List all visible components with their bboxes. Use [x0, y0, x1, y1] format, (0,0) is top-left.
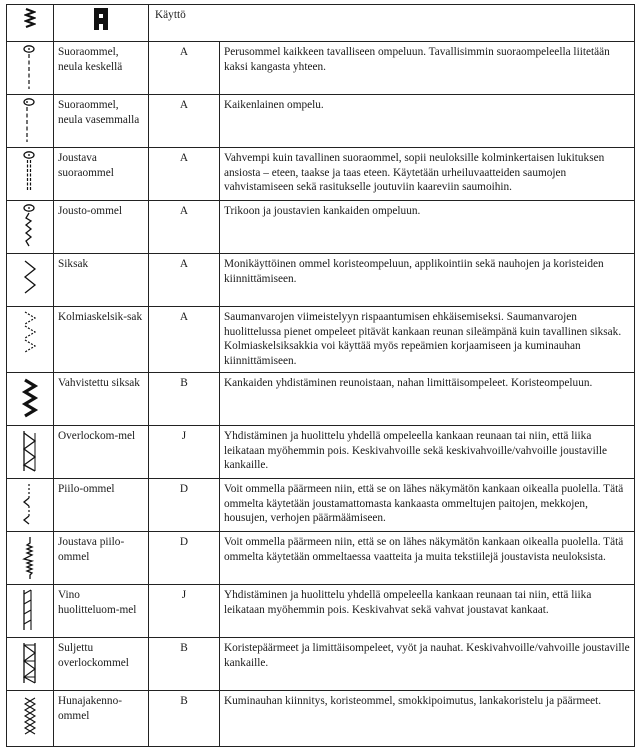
presser-foot-letter: B: [149, 637, 220, 690]
stitch-use-description: Kuminauhan kiinnitys, koristeommel, smokkipoimutus, lankakoristelu ja päärmeet.: [220, 690, 635, 746]
table-row: [7, 307, 635, 373]
stitch-name: Joustava piilo-ommel: [54, 531, 149, 584]
honeycomb-stitch-icon: [21, 694, 39, 740]
table-row: [7, 425, 635, 478]
stitch-icon-cell: [7, 254, 54, 307]
use-header-label: Käyttö: [149, 5, 635, 42]
presser-foot-letter: A: [149, 42, 220, 95]
presser-foot-letter: B: [149, 690, 220, 746]
presser-foot-letter: J: [149, 425, 220, 478]
stitch-name: Vino huolitteluom-mel: [54, 584, 149, 637]
stitch-header-cell: [7, 5, 54, 42]
stitch-name: Hunajakenno-ommel: [54, 690, 149, 746]
stitch-icon-cell: [7, 201, 54, 254]
stitch-name: Siksak: [54, 254, 149, 307]
presser-foot-icon: [92, 8, 110, 30]
table-row: [7, 637, 635, 690]
three-step-zigzag-icon: [21, 310, 39, 356]
stitch-use-description: Vahvempi kuin tavallinen suoraommel, sopii neuloksille kolminkertaisen lukituksen ansiosta – eteen, taakse ja taas eteen. Käytetään urheiluvaatteiden saumojen vahvistamiseen sekä rasitukselle joutuviin kaareviin saumoihin.: [220, 148, 635, 201]
stitch-use-description: Saumanvarojen viimeistelyyn rispaantumisen ehkäisemiseksi. Saumanvarojen huolittelussa pienet ompeleet pitävät kankaan reunan sileämpänä kuin tavallinen siksak. Kolmiaskelsiksakkia voi käyttää myös repeämien korjaamiseen ja kuminauhan kiinnittämiseen.: [220, 307, 635, 373]
stitch-icon-cell: [7, 307, 54, 373]
reinforced-zigzag-icon: [21, 376, 39, 422]
zigzag-icon: [21, 257, 39, 303]
straight-stitch-center-icon: [21, 45, 39, 91]
stitch-symbol-icon: [24, 8, 36, 28]
table-row: [7, 148, 635, 201]
stitch-use-description: Koristepäärmeet ja limittäisompeleet, vyöt ja nauhat. Keskivahvoille/vahvoille joustaville kankaille.: [220, 637, 635, 690]
stitch-use-description: Monikäyttöinen ommel koristeompeluun, applikointiin sekä nauhojen ja koristeiden kiinnittämiseen.: [220, 254, 635, 307]
stitch-icon-cell: [7, 478, 54, 531]
stitch-name: Kolmiaskelsik-sak: [54, 307, 149, 373]
table-row: [7, 584, 635, 637]
stitch-icon-cell: [7, 148, 54, 201]
stitch-name: Piilo-ommel: [54, 478, 149, 531]
stitch-name: Overlockom-mel: [54, 425, 149, 478]
stitch-icon-cell: [7, 372, 54, 425]
presser-foot-letter: A: [149, 95, 220, 148]
stitch-icon-cell: [7, 425, 54, 478]
stitch-use-description: Voit ommella päärmeen niin, että se on lähes näkymätön kankaan oikealla puolella. Tätä ommelta käytetään ommeltaessa vaatteita ja muita tekstiilejä joustavista neuloksista.: [220, 531, 635, 584]
stitch-use-description: Voit ommella päärmeen niin, että se on lähes näkymätön kankaan oikealla puolella. Tätä ommelta käytetään joustamattomasta kankaasta ommeltujen paitojen, mekkojen, housujen, verhojen päärmäämiseen.: [220, 478, 635, 531]
presser-foot-letter: A: [149, 148, 220, 201]
presser-foot-letter: A: [149, 254, 220, 307]
stitch-name: Suljettu overlockommel: [54, 637, 149, 690]
straight-stitch-left-icon: [21, 98, 39, 144]
stitch-name: Jousto-ommel: [54, 201, 149, 254]
table-row: [7, 95, 635, 148]
stitch-name: Vahvistettu siksak: [54, 372, 149, 425]
stitch-use-description: Yhdistäminen ja huolittelu yhdellä ompeleella kankaan reunaan tai niin, että liika leikataan myöhemmin pois. Keskivahvat sekä vahvat joustavat kankaat.: [220, 584, 635, 637]
presser-foot-letter: D: [149, 478, 220, 531]
presser-foot-letter: B: [149, 372, 220, 425]
table-row: [7, 531, 635, 584]
stitch-table: [6, 4, 635, 747]
stitch-icon-cell: [7, 42, 54, 95]
stitch-icon-cell: [7, 95, 54, 148]
overlock-stitch-icon: [21, 429, 39, 475]
foot-header-cell: [54, 5, 149, 42]
stitch-name: Suoraommel, neula keskellä: [54, 42, 149, 95]
presser-foot-letter: J: [149, 584, 220, 637]
presser-foot-letter: A: [149, 201, 220, 254]
table-header-row: [7, 5, 635, 42]
presser-foot-letter: D: [149, 531, 220, 584]
stitch-use-description: Perusommel kaikkeen tavalliseen ompeluun. Tavallisimmin suoraompeleella liitetään kaksi kangasta yhteen.: [220, 42, 635, 95]
stretch-blind-hem-icon: [21, 535, 39, 581]
stitch-use-description: Kaikenlainen ompelu.: [220, 95, 635, 148]
stitch-name: Suoraommel, neula vasemmalla: [54, 95, 149, 148]
table-row: [7, 690, 635, 746]
stitch-icon-cell: [7, 690, 54, 746]
stretch-stitch-icon: [21, 204, 39, 250]
closed-overlock-icon: [21, 641, 39, 687]
table-row: [7, 372, 635, 425]
blind-hem-icon: [21, 482, 39, 528]
stitch-use-description: Trikoon ja joustavien kankaiden ompeluun.: [220, 201, 635, 254]
stretch-straight-stitch-icon: [21, 151, 39, 197]
stitch-name: Joustava suoraommel: [54, 148, 149, 201]
table-row: [7, 201, 635, 254]
stitch-use-description: Yhdistäminen ja huolittelu yhdellä ompeleella kankaan reunaan tai niin, että liika leikataan myöhemmin pois. Keskivahvoille sekä keskivahvoille/vahvoille joustaville kankaille.: [220, 425, 635, 478]
table-row: [7, 42, 635, 95]
stitch-use-description: Kankaiden yhdistäminen reunoistaan, nahan limittäisompeleet. Koristeompeluun.: [220, 372, 635, 425]
stitch-icon-cell: [7, 531, 54, 584]
stitch-icon-cell: [7, 584, 54, 637]
slant-overlock-icon: [21, 588, 39, 634]
table-row: [7, 478, 635, 531]
presser-foot-letter: A: [149, 307, 220, 373]
table-row: [7, 254, 635, 307]
stitch-icon-cell: [7, 637, 54, 690]
